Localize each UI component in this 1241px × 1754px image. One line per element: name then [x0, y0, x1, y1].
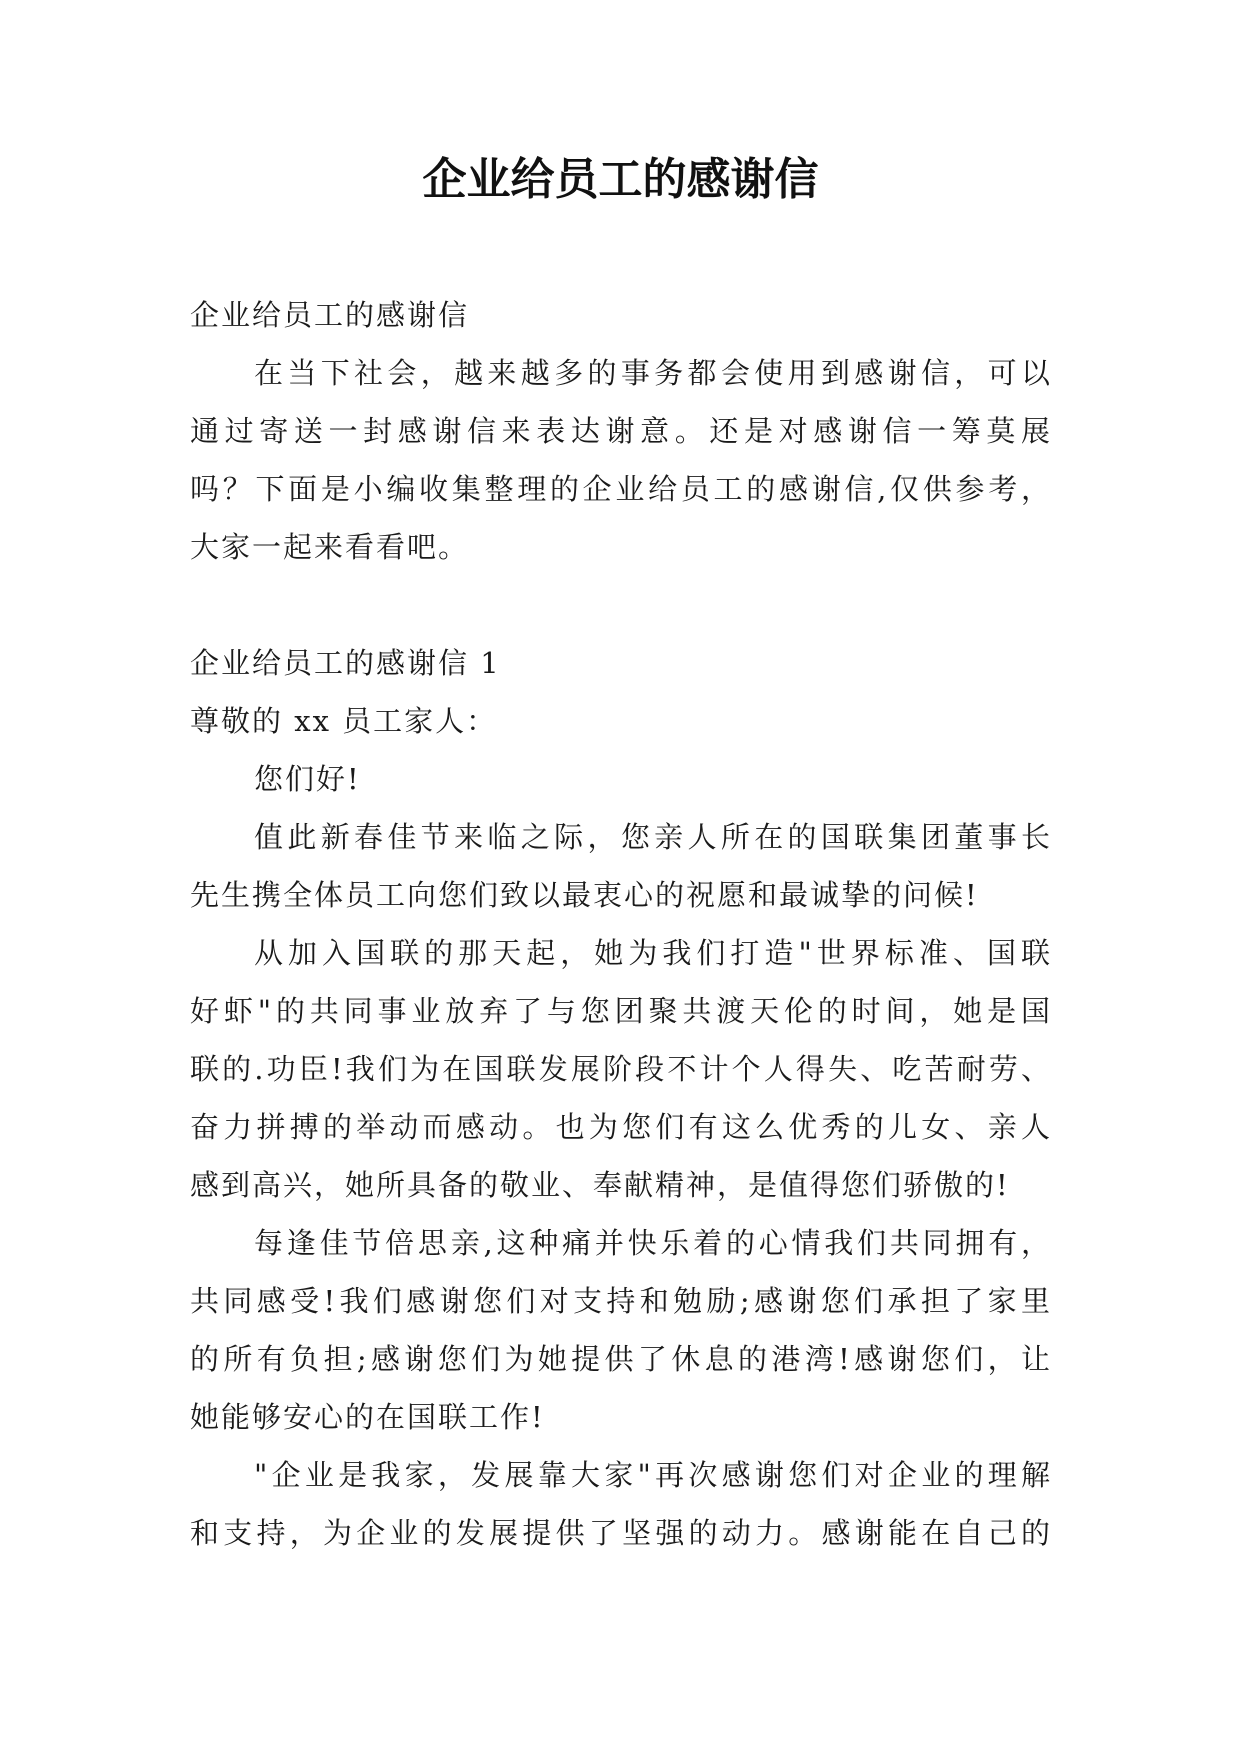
intro-paragraph	[190, 344, 1052, 576]
letter-paragraph-2	[190, 924, 1052, 1214]
paragraph-line: 共同感受!我们感谢您们对支持和勉励;感谢您们承担了家里	[190, 1284, 1052, 1318]
letter-paragraph-4	[190, 1446, 1052, 1562]
paragraph-line: 联的.功臣!我们为在国联发展阶段不计个人得失、吃苦耐劳、	[190, 1052, 1052, 1086]
intro-line: 大家一起来看看吧。	[190, 530, 470, 564]
paragraph-line: 的所有负担;感谢您们为她提供了休息的港湾!感谢您们，让	[190, 1342, 1052, 1376]
intro-line: 在当下社会，越来越多的事务都会使用到感谢信，可以	[254, 356, 1052, 390]
salutation: 尊敬的 xx 员工家人：	[190, 704, 498, 738]
subtitle: 企业给员工的感谢信	[190, 298, 470, 332]
paragraph-line: 奋力拼搏的举动而感动。也为您们有这么优秀的儿女、亲人	[190, 1110, 1052, 1144]
document-body	[190, 286, 1052, 1562]
intro-line: 吗？下面是小编收集整理的企业给员工的感谢信,仅供参考，	[190, 472, 1052, 506]
letter-paragraph-1	[190, 808, 1052, 924]
paragraph-line: 感到高兴，她所具备的敬业、奉献精神，是值得您们骄傲的!	[190, 1168, 1010, 1202]
paragraph-line: 值此新春佳节来临之际，您亲人所在的国联集团董事长	[254, 820, 1052, 854]
paragraph-line: 和支持，为企业的发展提供了坚强的动力。感谢能在自己的	[190, 1516, 1052, 1550]
paragraph-line: 她能够安心的在国联工作!	[190, 1400, 545, 1434]
paragraph-line: 先生携全体员工向您们致以最衷心的祝愿和最诚挚的问候!	[190, 878, 979, 912]
paragraph-line: 每逢佳节倍思亲,这种痛并快乐着的心情我们共同拥有，	[254, 1226, 1052, 1260]
letter-paragraph-3	[190, 1214, 1052, 1446]
greeting: 您们好!	[254, 762, 361, 796]
section-spacer	[190, 576, 1052, 634]
letter-heading: 企业给员工的感谢信 1	[190, 646, 501, 680]
intro-line: 通过寄送一封感谢信来表达谢意。还是对感谢信一筹莫展	[190, 414, 1052, 448]
paragraph-line: "企业是我家，发展靠大家"再次感谢您们对企业的理解	[254, 1458, 1052, 1492]
paragraph-line: 好虾"的共同事业放弃了与您团聚共渡天伦的时间，她是国	[190, 994, 1052, 1028]
document-title: 企业给员工的感谢信	[422, 154, 819, 205]
paragraph-line: 从加入国联的那天起，她为我们打造"世界标准、国联	[254, 936, 1052, 970]
